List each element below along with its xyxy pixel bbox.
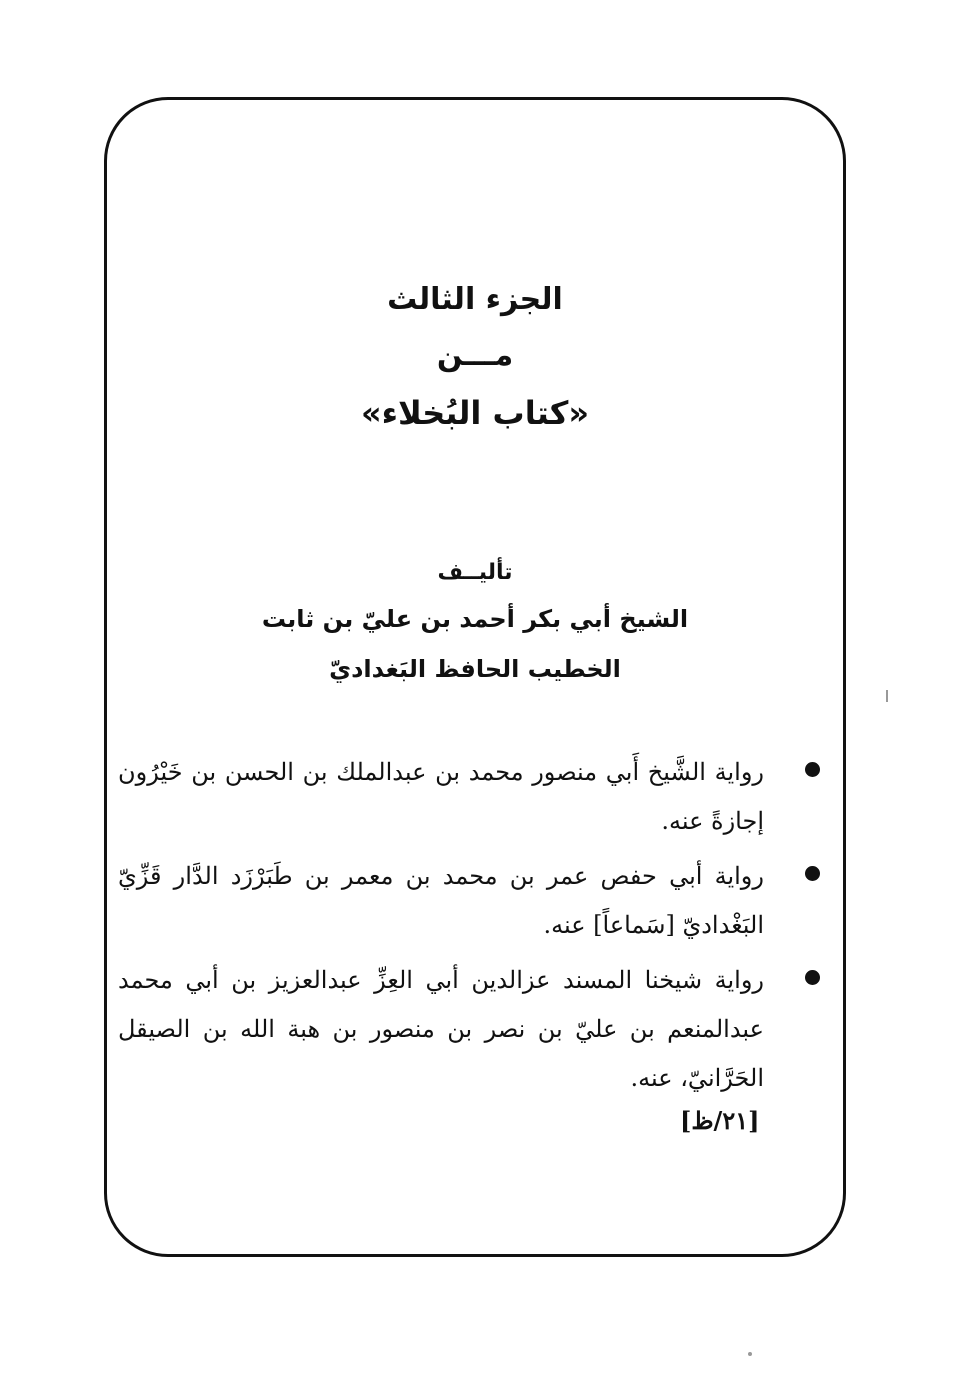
author-name-line2: الخطيب الحافظ البَغداديّ	[329, 655, 621, 683]
scan-speck	[748, 1352, 752, 1356]
narration-list	[118, 748, 834, 1109]
authorship-heading: تأليــف	[437, 560, 513, 585]
folio-reference: [٢١/ظ]	[680, 1106, 760, 1135]
narration-item	[118, 956, 834, 1103]
narration-item	[118, 748, 834, 846]
narration-text: رواية شيخنا المسند عزالدين أبي العِزِّ عبدالعزيز بن أبي محمد عبدالمنعم بن عليّ بن نصر بن منصور بن هبة الله بن الصيقل الحَرَّانيّ، عنه.	[118, 966, 764, 1092]
bullet-icon	[805, 762, 820, 777]
book-title: «كتاب البُخلاء»	[360, 394, 590, 432]
scan-speck	[886, 690, 888, 702]
narration-text: رواية أبي حفص عمر بن محمد بن معمر بن طَبَرْزَد الدَّار قَزِّيّ البَغْداديّ [سَماعاً] عنه.	[118, 862, 764, 939]
part-title-connector: مـــن	[436, 338, 514, 373]
part-title: الجزء الثالث	[387, 282, 563, 317]
narration-item	[118, 852, 834, 950]
bullet-icon	[805, 866, 820, 881]
narration-text: رواية الشَّيخ أَبي منصور محمد بن عبدالملك بن الحسن بن خَيْرُون إجازةً عنه.	[118, 758, 764, 835]
author-name-line1: الشيخ أبي بكر أحمد بن عليّ بن ثابت	[261, 605, 689, 633]
bullet-icon	[805, 970, 820, 985]
